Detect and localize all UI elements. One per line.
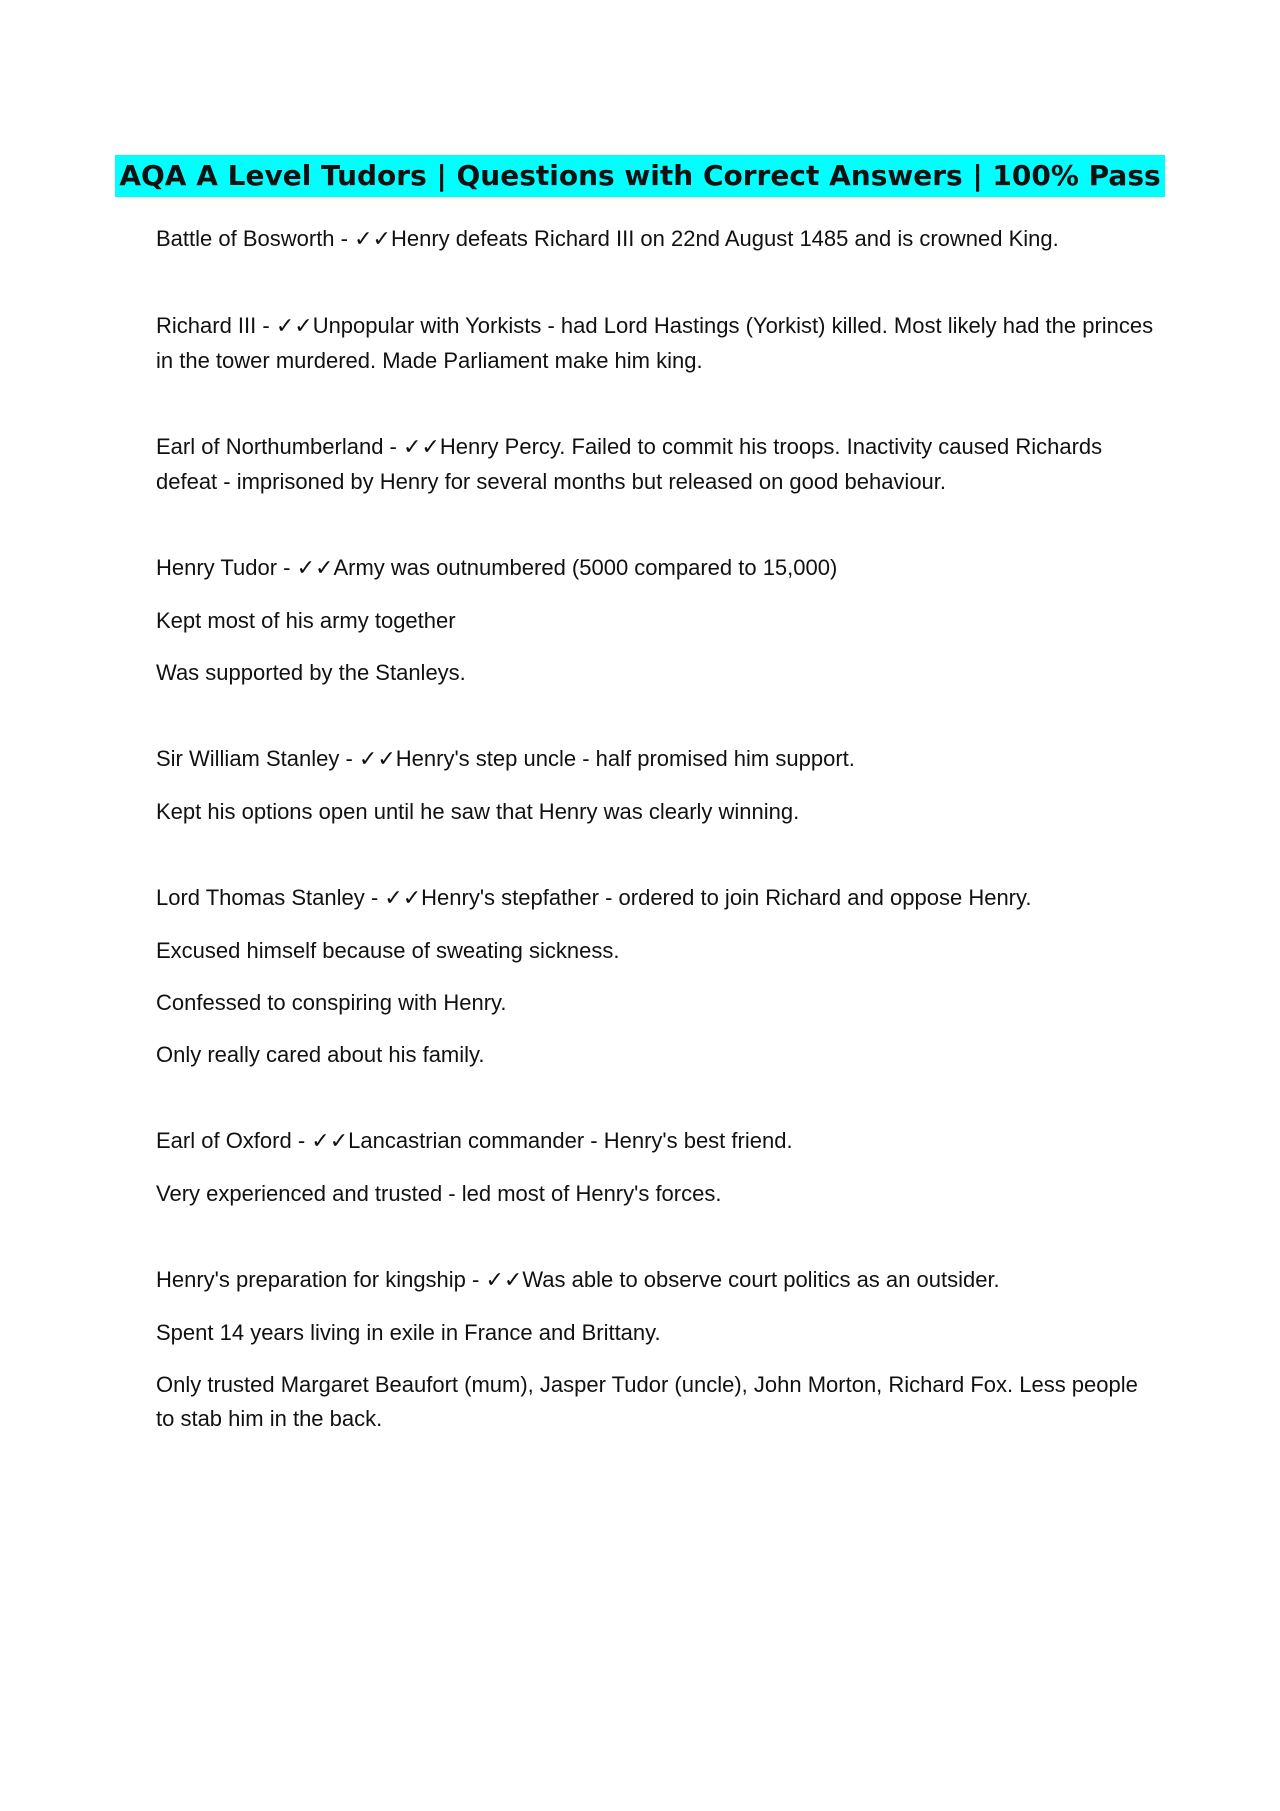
qa-answer: Henry defeats Richard III on 22nd August 1485 and is crowned King. <box>390 226 1059 251</box>
qa-entry <box>156 551 1156 690</box>
qa-extra-line: Spent 14 years living in exile in France and Brittany. <box>156 1320 661 1345</box>
qa-extra-line: Very experienced and trusted - led most of Henry's forces. <box>156 1181 722 1206</box>
qa-extra-line: Only trusted Margaret Beaufort (mum), Jasper Tudor (uncle), John Morton, Richard Fox. Less people to stab him in the back. <box>156 1372 1138 1431</box>
document-title: AQA A Level Tudors | Questions with Correct Answers | 100% Pass <box>115 155 1164 197</box>
qa-entry <box>156 742 1156 829</box>
qa-entry <box>156 430 1156 499</box>
qa-term: Sir William Stanley - <box>156 746 359 771</box>
qa-answer: Henry's step uncle - half promised him support. <box>395 746 855 771</box>
qa-line <box>156 742 1156 777</box>
qa-extra-line: Was supported by the Stanleys. <box>156 660 466 685</box>
checkmark-icon: ✓✓ <box>403 435 440 460</box>
checkmark-icon: ✓✓ <box>311 1129 349 1154</box>
qa-entry <box>156 1263 1156 1436</box>
document-body <box>156 222 1156 1488</box>
qa-extra-line: Excused himself because of sweating sickness. <box>156 938 620 963</box>
checkmark-icon: ✓✓ <box>358 747 396 772</box>
qa-entry <box>156 222 1156 257</box>
qa-extra-line: Only really cared about his family. <box>156 1042 485 1067</box>
checkmark-icon: ✓✓ <box>275 314 313 339</box>
qa-line <box>156 222 1156 257</box>
qa-extra-line: Kept most of his army together <box>156 608 456 633</box>
qa-term: Lord Thomas Stanley - <box>156 885 385 910</box>
qa-entry <box>156 881 1156 1072</box>
checkmark-icon: ✓✓ <box>384 886 422 911</box>
qa-term: Battle of Bosworth - <box>156 226 355 251</box>
qa-line <box>156 881 1156 916</box>
qa-answer: Lancastrian commander - Henry's best friend. <box>348 1128 793 1153</box>
checkmark-icon: ✓✓ <box>296 556 334 581</box>
qa-answer: Army was outnumbered (5000 compared to 15,000) <box>333 555 838 580</box>
qa-term: Earl of Northumberland - <box>156 434 403 459</box>
qa-extra-line: Kept his options open until he saw that Henry was clearly winning. <box>156 799 800 824</box>
qa-term: Henry's preparation for kingship - <box>156 1267 486 1292</box>
qa-term: Richard III - <box>156 313 276 338</box>
qa-answer: Henry Percy. Failed to commit his troops. Inactivity caused Richards defeat - imprisoned by Henry for several months but released on good behaviour. <box>156 434 1103 494</box>
qa-extra-line: Confessed to conspiring with Henry. <box>156 990 507 1015</box>
checkmark-icon: ✓✓ <box>354 227 391 252</box>
qa-line <box>156 309 1156 378</box>
qa-entry <box>156 1124 1156 1211</box>
qa-line <box>156 430 1156 499</box>
qa-entry <box>156 309 1156 378</box>
title-container <box>0 155 1280 197</box>
qa-line <box>156 551 1156 586</box>
checkmark-icon: ✓✓ <box>485 1268 523 1293</box>
qa-answer: Was able to observe court politics as an outsider. <box>522 1267 1000 1292</box>
qa-answer: Henry's stepfather - ordered to join Richard and oppose Henry. <box>421 885 1032 910</box>
qa-line <box>156 1263 1156 1298</box>
qa-line <box>156 1124 1156 1159</box>
qa-answer: Unpopular with Yorkists - had Lord Hastings (Yorkist) killed. Most likely had the princes in the tower murdered. Made Parliament make him king. <box>156 313 1154 373</box>
qa-term: Henry Tudor - <box>156 555 297 580</box>
qa-term: Earl of Oxford - <box>156 1128 312 1153</box>
